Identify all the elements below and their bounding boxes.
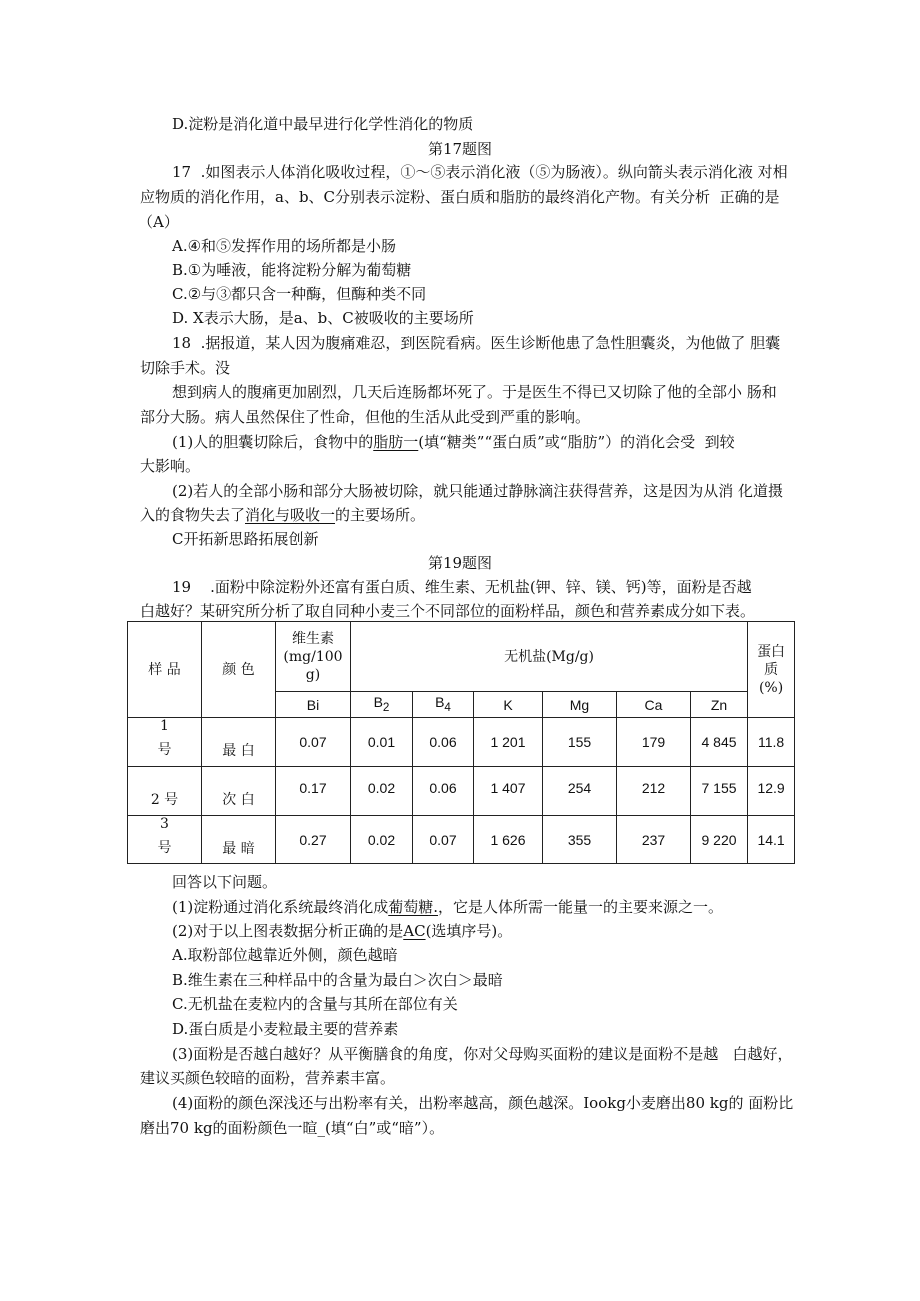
row3-ca: 237 [617,816,691,864]
header-protein-unit: (%) [758,679,784,696]
row1-sample [128,718,202,767]
q18-part2-line2 [140,505,425,525]
q18-text-1: 18 .据报道，某人因为腹痛难忍，到医院看病。医生诊断他患了急性胆囊炎，为他做了 胆囊 [172,334,781,352]
header-vitamin-title: 维生素 [292,630,334,647]
row3-b4: 0.07 [413,816,474,864]
header-minerals: 无机盐(Mg/g) [351,622,748,692]
row1-zn: 4 845 [691,718,748,767]
row1-b4: 0.06 [413,718,474,767]
answer-3-line2: 建议买颜色较暗的面粉，营养素丰富。 [140,1069,396,1087]
answer-1-prefix: (1)淀粉通过消化系统最终消化成 [172,898,389,916]
row2-k-text: 1 407 [490,780,526,796]
row1-sample-unit: 号 [157,742,172,758]
q17-option-c: C.②与③都只含一种酶，但酶种类不同 [172,285,427,303]
q18-text-2: 切除手术。没 [140,359,231,377]
section-heading: C开拓新思路拓展创新 [172,530,319,548]
answer-1 [172,897,723,917]
row2-sample [128,767,202,816]
row3-k: 1 626 [474,816,543,864]
subheader-mg: Mg [543,692,617,718]
row2-mg [543,767,617,816]
q18-part1-line2: 大影响。 [140,457,201,475]
row1-b2: 0.01 [351,718,413,767]
header-protein-title: 蛋白 质 [757,643,786,678]
row2-k [474,767,543,816]
row2-zn [691,767,748,816]
row2-protein-text: 12.9 [757,780,785,796]
figure-17-caption: 第17题图 [427,140,493,158]
row1-color-text: 最 白 [222,743,255,759]
row2-ca-text: 212 [641,780,666,796]
table-row [128,718,795,767]
subheader-k: K [474,692,543,718]
answer-2-option-a: A.取粉部位越靠近外侧，颜色越暗 [172,946,398,964]
q17-option-b: B.①为唾液，能将淀粉分解为葡萄糖 [172,261,412,279]
answer-2-suffix: (选填序号)。 [425,922,513,940]
row1-ca: 179 [617,718,691,767]
header-sample: 样 品 [128,622,202,718]
row3-sample-unit: 号 [157,839,172,856]
row2-b2 [351,767,413,816]
row1-sample-num: 1 [160,718,169,734]
row3-mg: 355 [543,816,617,864]
answer-2-prefix: (2)对于以上图表数据分析正确的是 [172,922,404,940]
row3-protein: 14.1 [748,816,795,864]
row2-b1-text: 0.17 [299,780,327,796]
answer-2-option-c: C.无机盐在麦粒内的含量与其所在部位有关 [172,995,458,1013]
header-protein [748,622,795,718]
row3-color-text: 最 暗 [222,840,255,857]
row2-sample-text: 2 号 [150,792,179,808]
q18-text-4: 部分大肠。病人虽然保住了性命，但他的生活从此受到严重的影响。 [140,408,591,426]
nutrient-table [127,621,795,864]
q18-part1-suffix: (填“糖类”“蛋白质”或“脂肪”）的消化会受 到较 [418,433,735,451]
row3-b1: 0.27 [276,816,351,864]
q18-part2-line1: (2)若人的全部小肠和部分大肠被切除，就只能通过静脉滴注获得营养，这是因为从消 化道摄 [172,482,784,500]
answer-1-suffix: ，它是人体所需一能量一的主要来源之一。 [438,898,724,916]
row1-k: 1 201 [474,718,543,767]
answer-4-line2: 磨出70 kg的面粉颜色一暄_(填“白”或“暗”）。 [140,1119,445,1137]
row3-sample-num: 3 [160,815,169,832]
row2-b2-text: 0.02 [367,780,396,796]
table-row [128,767,795,816]
header-vitamin [276,622,351,692]
row2-ca [617,767,691,816]
q17-answer: （A） [138,213,179,231]
subheader-b1: Bi [276,692,351,718]
answer-4-line1: (4)面粉的颜色深浅还与出粉率有关，出粉率越高，颜色越深。Iookg小麦磨出80 kg的 面粉比 [172,1094,794,1112]
q18-text-3: 想到病人的腹痛更加剧烈，几天后连肠都坏死了。于是医生不得已又切除了他的全部小 肠和 [172,383,777,401]
q17-option-a: A.④和⑤发挥作用的场所都是小肠 [172,237,397,255]
row2-b1 [276,767,351,816]
row1-mg: 155 [543,718,617,767]
q18-part1-answer: 脂肪一 [373,433,419,451]
row3-b2: 0.02 [351,816,413,864]
q18-part2-answer: 消化与吸收一 [245,506,336,524]
q18-part1-prefix: (1)人的胆囊切除后，食物中的 [172,433,374,451]
answer-3-line1: (3)面粉是否越白越好？从平衡膳食的角度，你对父母购买面粉的建议是面粉不是越 白越好， [172,1045,793,1063]
row2-b4-text: 0.06 [429,780,457,796]
q17-option-d: D. X表示大肠，是a、b、C被吸收的主要场所 [172,309,474,327]
answer-2-option-d: D.蛋白质是小麦粒最主要的营养素 [172,1020,399,1038]
row2-protein [748,767,795,816]
answer-intro: 回答以下问题。 [172,873,278,891]
q17-text-2: 应物质的消化作用，a、b、C分别表示淀粉、蛋白质和脂肪的最终消化产物。有关分析 正确的是 [140,188,780,206]
row2-b4 [413,767,474,816]
header-color: 颜 色 [202,622,276,718]
subheader-b2: $B_2$ [351,692,413,718]
q18-part2-prefix: 入的食物失去了 [140,506,246,524]
q18-part2-suffix: 的主要场所。 [335,506,426,524]
row1-protein: 11.8 [748,718,795,767]
row2-color-text: 次 白 [222,792,255,808]
option-d-starch: D.淀粉是消化道中最早进行化学性消化的物质 [172,115,474,133]
row3-zn: 9 220 [691,816,748,864]
row3-color [202,816,276,864]
subheader-b4: $B_4$ [413,692,474,718]
subheader-zn: Zn [691,692,748,718]
subheader-ca: Ca [617,692,691,718]
q17-text-1: 17 .如图表示人体消化吸收过程，①～⑤表示消化液（⑤为肠液）。纵向箭头表示消化液 对相 [172,163,788,181]
header-vitamin-unit: (mg/100 g) [283,648,343,683]
row2-zn-text: 7 155 [701,780,737,796]
q19-text-1: 19 .面粉中除淀粉外还富有蛋白质、维生素、无机盐(钾、锌、镁、钙)等，面粉是否越 [172,578,752,596]
answer-2-fill: AC [403,922,426,940]
q19-text-2: 白越好？某研究所分析了取自同种小麦三个不同部位的面粉样品，颜色和营养素成分如下表。 [140,602,756,620]
row2-color [202,767,276,816]
q18-part1-line1 [172,432,735,452]
row3-sample [128,816,202,864]
table-row [128,816,795,864]
answer-2-option-b: B.维生素在三种样品中的含量为最白＞次白＞最暗 [172,971,503,989]
row1-b1: 0.07 [276,718,351,767]
answer-2 [172,921,512,941]
answer-1-fill: 葡萄糖. [388,898,439,916]
figure-19-caption: 第19题图 [427,554,493,572]
row1-color [202,718,276,767]
row2-mg-text: 254 [567,780,592,796]
